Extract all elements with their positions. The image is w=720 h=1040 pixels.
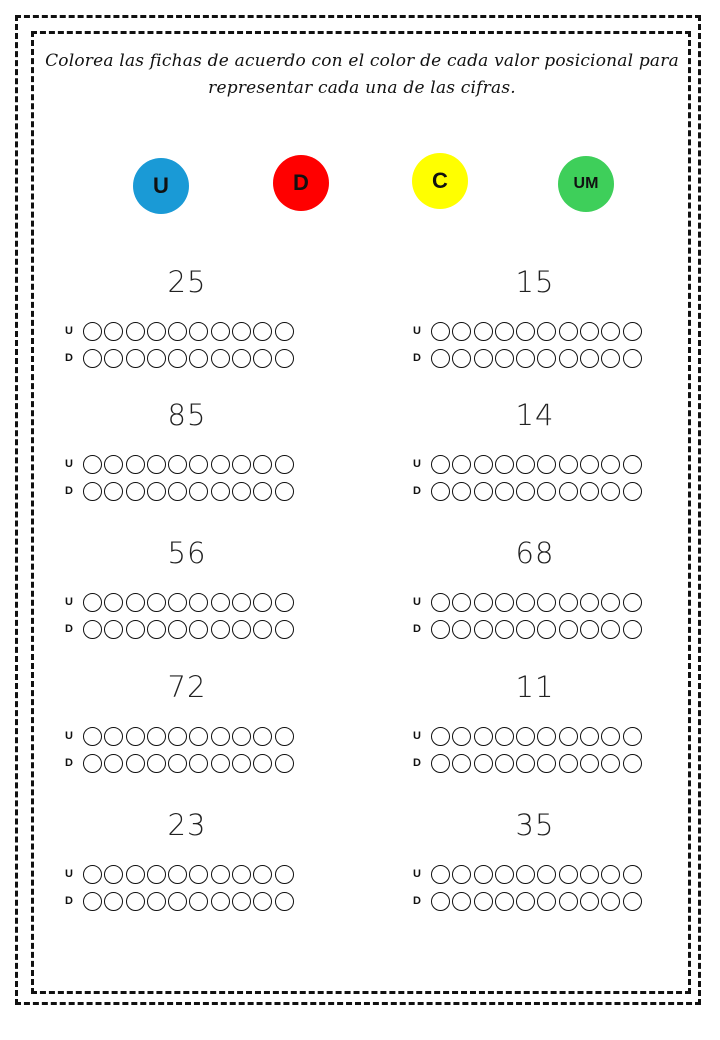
units-token-circle[interactable] bbox=[168, 455, 187, 474]
tens-token-row bbox=[83, 620, 294, 639]
tens-token-circle[interactable] bbox=[495, 754, 514, 773]
tens-token-circle[interactable] bbox=[559, 482, 578, 501]
units-token-circle[interactable] bbox=[83, 727, 102, 746]
units-token-circle[interactable] bbox=[495, 322, 514, 341]
units-row-label: U bbox=[413, 868, 421, 880]
units-token-circle[interactable] bbox=[126, 322, 145, 341]
instructions bbox=[40, 48, 684, 102]
tens-token-circle[interactable] bbox=[580, 754, 599, 773]
units-token-circle[interactable] bbox=[83, 455, 102, 474]
units-token-circle[interactable] bbox=[580, 322, 599, 341]
units-row-label: U bbox=[65, 458, 73, 470]
units-token-circle[interactable] bbox=[580, 865, 599, 884]
units-token-circle[interactable] bbox=[232, 865, 251, 884]
tens-token-row bbox=[83, 754, 294, 773]
units-token-circle[interactable] bbox=[253, 727, 272, 746]
legend-hundreds-label: C bbox=[432, 168, 448, 193]
units-token-circle[interactable] bbox=[474, 455, 493, 474]
tens-token-circle[interactable] bbox=[275, 754, 294, 773]
legend-tens-label: D bbox=[293, 170, 309, 195]
units-token-circle[interactable] bbox=[431, 322, 450, 341]
units-token-row bbox=[431, 455, 642, 474]
tens-token-circle[interactable] bbox=[537, 482, 556, 501]
exercise-number: 11 bbox=[515, 670, 555, 704]
units-token-circle[interactable] bbox=[516, 865, 535, 884]
tens-token-circle[interactable] bbox=[253, 754, 272, 773]
instructions-line-1: Colorea las fichas de acuerdo con el color de cada valor posicional para bbox=[45, 51, 679, 71]
tens-token-row bbox=[431, 482, 642, 501]
units-token-circle[interactable] bbox=[495, 727, 514, 746]
units-token-circle[interactable] bbox=[147, 322, 166, 341]
tens-token-circle[interactable] bbox=[474, 482, 493, 501]
tens-token-circle[interactable] bbox=[211, 754, 230, 773]
units-token-circle[interactable] bbox=[126, 865, 145, 884]
units-token-circle[interactable] bbox=[495, 593, 514, 612]
tens-token-circle[interactable] bbox=[168, 892, 187, 911]
legend-hundreds-token bbox=[412, 153, 468, 209]
tens-token-circle[interactable] bbox=[495, 482, 514, 501]
tens-token-circle[interactable] bbox=[104, 892, 123, 911]
tens-token-row bbox=[83, 892, 294, 911]
units-token-circle[interactable] bbox=[275, 727, 294, 746]
units-token-row bbox=[83, 455, 294, 474]
units-token-circle[interactable] bbox=[537, 455, 556, 474]
tens-row-label: D bbox=[413, 352, 421, 364]
units-row-label: U bbox=[65, 730, 73, 742]
units-token-circle[interactable] bbox=[559, 727, 578, 746]
units-token-circle[interactable] bbox=[275, 865, 294, 884]
units-token-circle[interactable] bbox=[623, 727, 642, 746]
tens-token-circle[interactable] bbox=[580, 620, 599, 639]
tens-token-row bbox=[431, 754, 642, 773]
tens-token-circle[interactable] bbox=[147, 754, 166, 773]
tens-token-circle[interactable] bbox=[601, 892, 620, 911]
units-token-circle[interactable] bbox=[253, 593, 272, 612]
units-token-circle[interactable] bbox=[537, 865, 556, 884]
tens-row-label: D bbox=[413, 485, 421, 497]
units-token-circle[interactable] bbox=[559, 322, 578, 341]
tens-token-circle[interactable] bbox=[559, 892, 578, 911]
units-token-circle[interactable] bbox=[537, 593, 556, 612]
tens-token-circle[interactable] bbox=[104, 754, 123, 773]
tens-token-circle[interactable] bbox=[601, 620, 620, 639]
tens-token-circle[interactable] bbox=[189, 482, 208, 501]
tens-token-circle[interactable] bbox=[474, 620, 493, 639]
tens-token-row bbox=[83, 482, 294, 501]
tens-token-row bbox=[431, 349, 642, 368]
units-token-row bbox=[431, 727, 642, 746]
tens-token-circle[interactable] bbox=[126, 754, 145, 773]
units-token-circle[interactable] bbox=[189, 727, 208, 746]
exercise-number: 23 bbox=[167, 808, 207, 842]
tens-token-circle[interactable] bbox=[232, 892, 251, 911]
units-token-circle[interactable] bbox=[275, 593, 294, 612]
units-token-circle[interactable] bbox=[83, 865, 102, 884]
tens-token-circle[interactable] bbox=[452, 349, 471, 368]
tens-token-circle[interactable] bbox=[580, 482, 599, 501]
units-row-label: U bbox=[413, 325, 421, 337]
units-token-circle[interactable] bbox=[623, 865, 642, 884]
units-token-circle[interactable] bbox=[516, 727, 535, 746]
tens-token-circle[interactable] bbox=[452, 482, 471, 501]
units-token-circle[interactable] bbox=[516, 455, 535, 474]
tens-token-circle[interactable] bbox=[474, 892, 493, 911]
tens-row-label: D bbox=[413, 757, 421, 769]
tens-token-circle[interactable] bbox=[104, 482, 123, 501]
legend-tens-token bbox=[273, 155, 329, 211]
legend-units-token bbox=[133, 158, 189, 214]
tens-token-circle[interactable] bbox=[431, 620, 450, 639]
units-token-circle[interactable] bbox=[83, 322, 102, 341]
tens-token-circle[interactable] bbox=[623, 482, 642, 501]
tens-token-circle[interactable] bbox=[516, 482, 535, 501]
tens-token-circle[interactable] bbox=[253, 620, 272, 639]
tens-token-circle[interactable] bbox=[516, 620, 535, 639]
tens-row-label: D bbox=[413, 623, 421, 635]
units-token-circle[interactable] bbox=[168, 593, 187, 612]
units-token-circle[interactable] bbox=[452, 865, 471, 884]
units-token-circle[interactable] bbox=[559, 865, 578, 884]
tens-token-circle[interactable] bbox=[580, 349, 599, 368]
units-token-circle[interactable] bbox=[474, 593, 493, 612]
units-token-circle[interactable] bbox=[168, 322, 187, 341]
exercise-number: 85 bbox=[167, 398, 207, 432]
tens-token-circle[interactable] bbox=[559, 620, 578, 639]
units-row-label: U bbox=[65, 868, 73, 880]
tens-token-circle[interactable] bbox=[147, 620, 166, 639]
units-token-row bbox=[431, 593, 642, 612]
tens-token-circle[interactable] bbox=[623, 620, 642, 639]
tens-token-circle[interactable] bbox=[211, 349, 230, 368]
units-token-circle[interactable] bbox=[601, 322, 620, 341]
units-token-circle[interactable] bbox=[104, 727, 123, 746]
units-token-circle[interactable] bbox=[147, 865, 166, 884]
tens-token-circle[interactable] bbox=[168, 349, 187, 368]
tens-token-row bbox=[431, 620, 642, 639]
units-token-circle[interactable] bbox=[275, 322, 294, 341]
tens-token-circle[interactable] bbox=[452, 754, 471, 773]
units-token-row bbox=[83, 322, 294, 341]
tens-token-circle[interactable] bbox=[431, 754, 450, 773]
tens-token-circle[interactable] bbox=[211, 620, 230, 639]
tens-token-circle[interactable] bbox=[83, 892, 102, 911]
tens-row-label: D bbox=[413, 895, 421, 907]
tens-token-circle[interactable] bbox=[189, 892, 208, 911]
tens-token-circle[interactable] bbox=[126, 620, 145, 639]
units-token-circle[interactable] bbox=[189, 455, 208, 474]
tens-token-circle[interactable] bbox=[83, 482, 102, 501]
tens-token-circle[interactable] bbox=[147, 349, 166, 368]
tens-row-label: D bbox=[65, 352, 73, 364]
units-token-circle[interactable] bbox=[601, 727, 620, 746]
units-token-circle[interactable] bbox=[232, 322, 251, 341]
tens-token-circle[interactable] bbox=[623, 349, 642, 368]
units-token-circle[interactable] bbox=[474, 865, 493, 884]
tens-row-label: D bbox=[65, 757, 73, 769]
tens-token-circle[interactable] bbox=[147, 482, 166, 501]
tens-token-circle[interactable] bbox=[189, 349, 208, 368]
units-token-circle[interactable] bbox=[537, 322, 556, 341]
units-token-circle[interactable] bbox=[601, 455, 620, 474]
tens-token-row bbox=[83, 349, 294, 368]
units-token-circle[interactable] bbox=[168, 865, 187, 884]
tens-token-circle[interactable] bbox=[253, 349, 272, 368]
tens-token-circle[interactable] bbox=[104, 349, 123, 368]
tens-row-label: D bbox=[65, 895, 73, 907]
units-token-circle[interactable] bbox=[431, 593, 450, 612]
tens-token-circle[interactable] bbox=[474, 754, 493, 773]
units-token-circle[interactable] bbox=[211, 593, 230, 612]
tens-token-circle[interactable] bbox=[126, 349, 145, 368]
units-token-circle[interactable] bbox=[211, 865, 230, 884]
exercise-number: 15 bbox=[515, 265, 555, 299]
units-token-circle[interactable] bbox=[232, 455, 251, 474]
units-token-circle[interactable] bbox=[495, 865, 514, 884]
units-token-circle[interactable] bbox=[623, 322, 642, 341]
tens-token-circle[interactable] bbox=[232, 754, 251, 773]
units-token-circle[interactable] bbox=[601, 593, 620, 612]
units-token-circle[interactable] bbox=[431, 727, 450, 746]
tens-token-circle[interactable] bbox=[474, 349, 493, 368]
units-token-circle[interactable] bbox=[168, 727, 187, 746]
units-row-label: U bbox=[65, 596, 73, 608]
tens-token-circle[interactable] bbox=[559, 349, 578, 368]
tens-token-circle[interactable] bbox=[431, 482, 450, 501]
tens-token-circle[interactable] bbox=[452, 620, 471, 639]
units-row-label: U bbox=[413, 596, 421, 608]
tens-token-circle[interactable] bbox=[211, 482, 230, 501]
tens-token-circle[interactable] bbox=[559, 754, 578, 773]
exercise-number: 68 bbox=[515, 536, 555, 570]
exercise-number: 35 bbox=[515, 808, 555, 842]
tens-token-circle[interactable] bbox=[126, 892, 145, 911]
units-token-row bbox=[431, 865, 642, 884]
units-token-circle[interactable] bbox=[126, 727, 145, 746]
units-token-circle[interactable] bbox=[275, 455, 294, 474]
units-token-circle[interactable] bbox=[232, 727, 251, 746]
units-row-label: U bbox=[413, 730, 421, 742]
tens-token-row bbox=[431, 892, 642, 911]
units-token-circle[interactable] bbox=[452, 593, 471, 612]
units-token-circle[interactable] bbox=[580, 455, 599, 474]
tens-token-circle[interactable] bbox=[601, 349, 620, 368]
units-token-circle[interactable] bbox=[452, 322, 471, 341]
tens-token-circle[interactable] bbox=[495, 620, 514, 639]
units-token-circle[interactable] bbox=[452, 455, 471, 474]
units-token-circle[interactable] bbox=[104, 593, 123, 612]
units-token-circle[interactable] bbox=[104, 865, 123, 884]
units-token-circle[interactable] bbox=[147, 593, 166, 612]
instructions-line-2: representar cada una de las cifras. bbox=[208, 78, 516, 98]
units-token-circle[interactable] bbox=[189, 865, 208, 884]
tens-token-circle[interactable] bbox=[275, 349, 294, 368]
tens-token-circle[interactable] bbox=[168, 482, 187, 501]
units-token-circle[interactable] bbox=[126, 455, 145, 474]
units-token-circle[interactable] bbox=[104, 455, 123, 474]
units-token-circle[interactable] bbox=[623, 593, 642, 612]
tens-token-circle[interactable] bbox=[83, 754, 102, 773]
units-token-circle[interactable] bbox=[474, 322, 493, 341]
units-token-circle[interactable] bbox=[211, 455, 230, 474]
units-token-row bbox=[83, 593, 294, 612]
tens-token-circle[interactable] bbox=[495, 349, 514, 368]
tens-token-circle[interactable] bbox=[126, 482, 145, 501]
units-token-circle[interactable] bbox=[559, 593, 578, 612]
tens-token-circle[interactable] bbox=[452, 892, 471, 911]
units-token-circle[interactable] bbox=[516, 322, 535, 341]
tens-token-circle[interactable] bbox=[601, 482, 620, 501]
tens-token-circle[interactable] bbox=[147, 892, 166, 911]
units-token-circle[interactable] bbox=[126, 593, 145, 612]
units-token-circle[interactable] bbox=[147, 727, 166, 746]
tens-token-circle[interactable] bbox=[253, 482, 272, 501]
tens-token-circle[interactable] bbox=[516, 892, 535, 911]
units-token-circle[interactable] bbox=[211, 727, 230, 746]
tens-token-circle[interactable] bbox=[537, 754, 556, 773]
units-token-circle[interactable] bbox=[452, 727, 471, 746]
units-token-row bbox=[83, 727, 294, 746]
tens-token-circle[interactable] bbox=[275, 620, 294, 639]
units-token-circle[interactable] bbox=[474, 727, 493, 746]
units-token-row bbox=[431, 322, 642, 341]
tens-token-circle[interactable] bbox=[253, 892, 272, 911]
tens-token-circle[interactable] bbox=[104, 620, 123, 639]
tens-token-circle[interactable] bbox=[232, 349, 251, 368]
legend-thousands-token bbox=[558, 156, 614, 212]
tens-token-circle[interactable] bbox=[168, 620, 187, 639]
tens-token-circle[interactable] bbox=[495, 892, 514, 911]
units-token-circle[interactable] bbox=[232, 593, 251, 612]
units-token-circle[interactable] bbox=[601, 865, 620, 884]
units-token-circle[interactable] bbox=[580, 727, 599, 746]
units-token-circle[interactable] bbox=[253, 455, 272, 474]
tens-token-circle[interactable] bbox=[537, 892, 556, 911]
units-token-circle[interactable] bbox=[189, 322, 208, 341]
units-token-circle[interactable] bbox=[431, 455, 450, 474]
units-token-circle[interactable] bbox=[537, 727, 556, 746]
tens-token-circle[interactable] bbox=[623, 754, 642, 773]
tens-row-label: D bbox=[65, 485, 73, 497]
tens-token-circle[interactable] bbox=[275, 482, 294, 501]
exercise-number: 72 bbox=[167, 670, 207, 704]
tens-token-circle[interactable] bbox=[516, 349, 535, 368]
tens-token-circle[interactable] bbox=[537, 349, 556, 368]
units-token-circle[interactable] bbox=[559, 455, 578, 474]
units-row-label: U bbox=[65, 325, 73, 337]
units-token-circle[interactable] bbox=[83, 593, 102, 612]
tens-token-circle[interactable] bbox=[211, 892, 230, 911]
tens-token-circle[interactable] bbox=[601, 754, 620, 773]
units-token-circle[interactable] bbox=[516, 593, 535, 612]
units-token-circle[interactable] bbox=[580, 593, 599, 612]
units-token-circle[interactable] bbox=[623, 455, 642, 474]
units-token-circle[interactable] bbox=[147, 455, 166, 474]
tens-token-circle[interactable] bbox=[431, 892, 450, 911]
units-token-circle[interactable] bbox=[253, 322, 272, 341]
exercise-number: 56 bbox=[167, 536, 207, 570]
units-token-circle[interactable] bbox=[431, 865, 450, 884]
exercise-number: 14 bbox=[515, 398, 555, 432]
tens-token-circle[interactable] bbox=[516, 754, 535, 773]
legend-thousands-label: UM bbox=[573, 175, 599, 192]
tens-token-circle[interactable] bbox=[431, 349, 450, 368]
units-token-circle[interactable] bbox=[189, 593, 208, 612]
exercise-number: 25 bbox=[167, 265, 207, 299]
tens-token-circle[interactable] bbox=[168, 754, 187, 773]
tens-token-circle[interactable] bbox=[232, 482, 251, 501]
tens-token-circle[interactable] bbox=[83, 620, 102, 639]
units-token-circle[interactable] bbox=[253, 865, 272, 884]
tens-token-circle[interactable] bbox=[189, 620, 208, 639]
tens-token-circle[interactable] bbox=[580, 892, 599, 911]
tens-token-circle[interactable] bbox=[623, 892, 642, 911]
tens-token-circle[interactable] bbox=[232, 620, 251, 639]
tens-token-circle[interactable] bbox=[275, 892, 294, 911]
units-token-row bbox=[83, 865, 294, 884]
units-row-label: U bbox=[413, 458, 421, 470]
tens-token-circle[interactable] bbox=[189, 754, 208, 773]
tens-row-label: D bbox=[65, 623, 73, 635]
tens-token-circle[interactable] bbox=[83, 349, 102, 368]
tens-token-circle[interactable] bbox=[537, 620, 556, 639]
units-token-circle[interactable] bbox=[495, 455, 514, 474]
units-token-circle[interactable] bbox=[104, 322, 123, 341]
legend-units-label: U bbox=[153, 173, 169, 198]
units-token-circle[interactable] bbox=[211, 322, 230, 341]
